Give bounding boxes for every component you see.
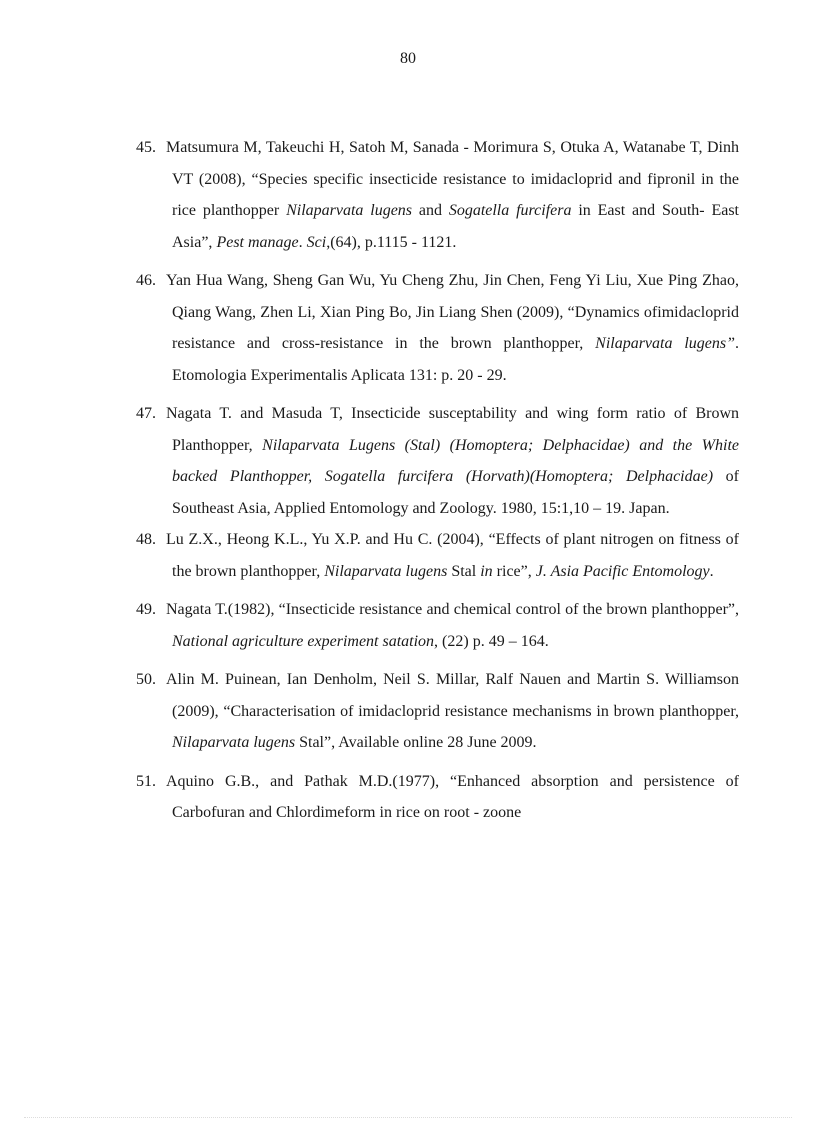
reference-text: . Etomologia Experimentalis Aplicata 131: p. 20 - 29. [172, 335, 740, 384]
reference-text: , (22) p. 49 – 164. [434, 632, 549, 650]
reference-number: 49. [136, 601, 156, 618]
reference-item [136, 594, 739, 657]
reference-text: of Southeast Asia, Applied Entomology and Zoology. 1980, 15:1,10 – 19. Japan. [172, 468, 739, 517]
reference-text: . [298, 233, 307, 251]
reference-item [136, 664, 739, 759]
reference-text: rice”, [492, 562, 536, 580]
reference-text: Nagata T.(1982), “Insecticide resistance and chemical control of the brown planthopper”, [166, 601, 739, 618]
reference-item [136, 766, 739, 829]
reference-text: Nagata T. and Masuda T, Insecticide susceptability and wing form ratio of Brown Planthopper, [166, 405, 739, 454]
reference-number: 47. [136, 405, 156, 422]
reference-italic-text: Sogatella furcifera [448, 202, 572, 219]
reference-number: 48. [136, 531, 156, 548]
reference-item [136, 398, 739, 524]
page-number: 80 [400, 50, 416, 67]
reference-italic-text: Nilaparvata Lugens (Stal) (Homoptera; Delphacidae) and the White backed Planthopper, Sogatella furcifera (Horvath)(Homoptera; Delphacidae) [172, 436, 740, 485]
reference-list [136, 132, 739, 836]
reference-number: 46. [136, 272, 156, 289]
reference-item [136, 265, 739, 391]
reference-text: . [709, 562, 714, 580]
reference-number: 50. [136, 671, 156, 688]
reference-italic-text: Nilaparvata lugens [286, 202, 413, 219]
reference-italic-text: Pest manage [216, 233, 299, 251]
reference-italic-text: in [480, 562, 493, 580]
reference-text: Yan Hua Wang, Sheng Gan Wu, Yu Cheng Zhu, Jin Chen, Feng Yi Liu, Xue Ping Zhao, Qiang Wang, Zhen Li, Xian Ping Bo, Jin Liang Shen (2009), “Dynamics ofimidacloprid resistance and cross-resistance in the brown planthopper, [166, 272, 739, 352]
reference-italic-text: Nilaparvata lugens [172, 734, 296, 751]
reference-text: ,(64), p.1115 - 1121. [326, 233, 457, 251]
reference-number: 51. [136, 772, 156, 790]
reference-item [136, 524, 739, 587]
reference-italic-text: Nilaparvata lugens [324, 562, 448, 580]
reference-italic-text: National agriculture experiment satation [172, 632, 435, 650]
reference-item [136, 132, 739, 258]
reference-text: Matsumura M, Takeuchi H, Satoh M, Sanada - Morimura S, Otuka A, Watanabe T, Dinh VT (2008), “Species specific insecticide resistance to imidacloprid and fipronil in the rice planthopper [166, 139, 739, 219]
reference-text: and [412, 202, 449, 219]
reference-text: Lu Z.X., Heong K.L., Yu X.P. and Hu C. (2004), “Effects of plant nitrogen on fitness of the brown planthopper, [166, 531, 739, 580]
page-bottom-divider [24, 1117, 792, 1118]
reference-text: Alin M. Puinean, Ian Denholm, Neil S. Millar, Ralf Nauen and Martin S. Williamson (2009), “Characterisation of imidacloprid resistance mechanisms in brown planthopper, [166, 671, 739, 720]
reference-italic-text: Nilaparvata lugens” [595, 335, 736, 352]
reference-text: Stal”, Available online 28 June 2009. [295, 734, 537, 751]
reference-text: Stal [447, 562, 481, 580]
reference-italic-text: Sci [306, 233, 327, 251]
reference-number: 45. [136, 139, 156, 156]
reference-italic-text: J. Asia Pacific Entomology [535, 562, 710, 580]
reference-text: in East and South- East Asia”, [172, 202, 740, 251]
reference-text: Aquino G.B., and Pathak M.D.(1977), “Enhanced absorption and persistence of Carbofuran and Chlordimeform in rice on root - zoone [166, 772, 739, 821]
